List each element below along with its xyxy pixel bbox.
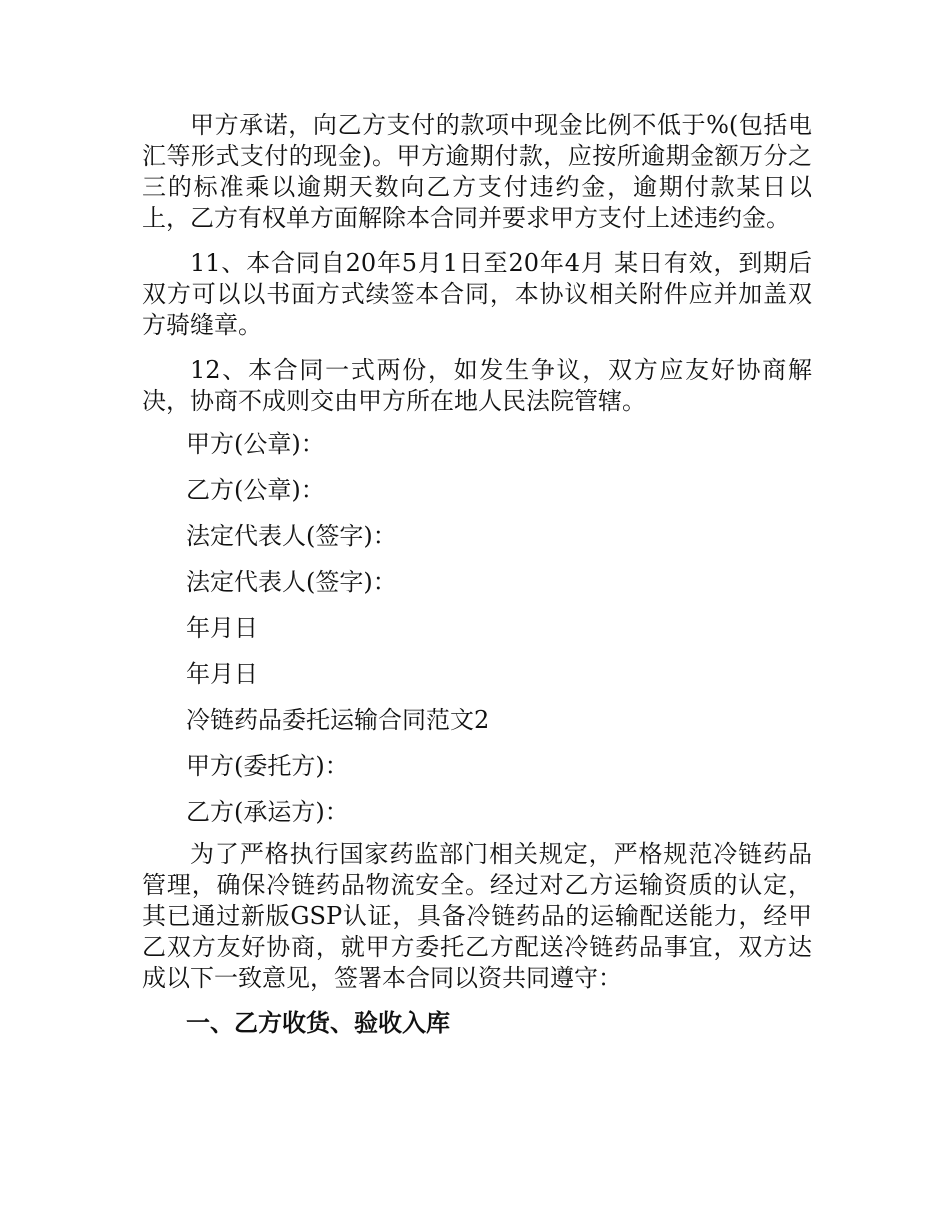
- party-a-consignor-line: 甲方(委托方)：: [186, 752, 349, 780]
- party-b-carrier-line: 乙方(承运方)：: [186, 798, 349, 826]
- payment-clause-paragraph: 甲方承诺，向乙方支付的款项中现金比例不低于%(包括电汇等形式支付的现金)。甲方逾期付款，应按所逾期金额万分之三的标准乘以逾期天数向乙方支付违约金，逾期付款某日以上，乙方有权单方面解除本合同并要求甲方支付上述违约金。: [142, 111, 812, 232]
- term-clause-paragraph: 11、本合同自20年5月1日至20年4月 某日有效，到期后双方可以以书面方式续签本合同，本协议相关附件应并加盖双方骑缝章。: [142, 249, 812, 339]
- party-b-seal-line: 乙方(公章)：: [186, 476, 325, 504]
- intro-paragraph: 为了严格执行国家药监部门相关规定，严格规范冷链药品管理，确保冷链药品物流安全。经过对乙方运输资质的认定，其已通过新版GSP认证，具备冷链药品的运输配送能力，经甲乙双方友好协商，就甲方委托乙方配送冷链药品事宜，双方达成以下一致意见，签署本合同以资共同遵守：: [142, 840, 812, 992]
- party-a-seal-line: 甲方(公章)：: [186, 430, 325, 458]
- legal-rep-b-signature-line: 法定代表人(签字)：: [186, 568, 397, 596]
- legal-rep-a-signature-line: 法定代表人(签字)：: [186, 522, 397, 550]
- date-line-b: 年月日: [186, 660, 258, 688]
- second-contract-title: 冷链药品委托运输合同范文2: [186, 706, 490, 734]
- dispute-clause-paragraph: 12、本合同一式两份，如发生争议，双方应友好协商解决，协商不成则交由甲方所在地人民法院管辖。: [142, 356, 812, 415]
- section-heading: 一、乙方收货、验收入库: [186, 1009, 450, 1037]
- date-line-a: 年月日: [186, 614, 258, 642]
- document-page: [142, 110, 812, 1039]
